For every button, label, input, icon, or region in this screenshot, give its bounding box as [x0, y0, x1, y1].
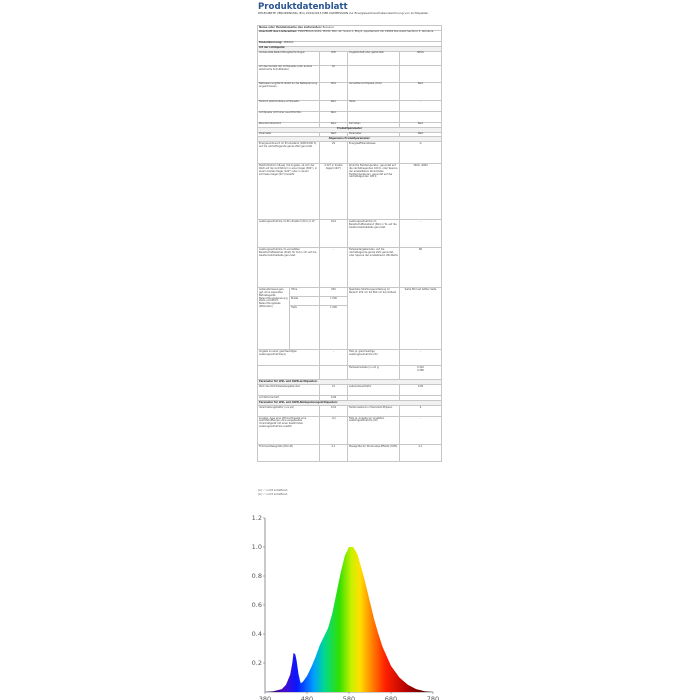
- dimension-label: Tiefe: [290, 306, 320, 350]
- row-value: 29,0: [320, 220, 348, 248]
- row-label: Spektrale Strahlungsverteilung im Bereich 250 nm bis 800 nm bei Volllast: [348, 288, 400, 350]
- row-label: Blendschutzschild:: [258, 122, 320, 127]
- row-label: Angabe zu einer gleichwertigen Leistungsaufnahme(a): [258, 350, 320, 366]
- row-value: 86: [400, 248, 442, 288]
- table-row: [258, 142, 442, 164]
- x-tick-label: 780: [426, 695, 440, 700]
- table-row: [258, 406, 442, 417]
- table-row: [258, 417, 442, 445]
- row-value: Nein: [400, 82, 442, 100]
- section-mains: Parameter für LED- und OLED-Netzspannungslichtquellen:: [258, 401, 442, 406]
- row-label: Flimmer-Messgröße (Pst LM): [258, 445, 320, 462]
- row-label: Leistungsaufnahme im vernetzten Bereitschaftsbetrieb (Pnet) für CLS in W, auf die zweite Dezimalstelle gerundet: [258, 248, 320, 288]
- row-label: Leistungsaufnahme im Ein-Zustand (Pon) in W: [258, 220, 320, 248]
- dimension-label: Breite: [290, 297, 320, 306]
- model-label: Modellkennung:: [259, 41, 283, 45]
- chromaticity-y: 0,380: [417, 368, 424, 372]
- row-value: 29: [320, 142, 348, 164]
- row-label: Angabe, dass eine LED-Lichtquelle eine Leuchtstofflampe ohne eingebautes Vorschaltgerät mit einer bestimmten Leistungsaufnahme ersetzt: [258, 417, 320, 445]
- col-header: Wert: [320, 132, 348, 137]
- row-label: Lebensdauerfaktor: [348, 385, 400, 396]
- row-value: 0,96: [320, 396, 348, 401]
- y-tick-label: 0.6: [251, 601, 262, 610]
- y-tick-label: 0.4: [251, 630, 262, 639]
- regulation-note: DELEGIERTE VERORDNUNG (EU) 2019/2015 DER KOMMISSION zur Energieverbrauchskennzeichnung von Lichtquellen: [258, 11, 429, 15]
- datasheet-table: [257, 25, 442, 462]
- row-value: Nein: [320, 122, 348, 127]
- row-label: Nutzlichtstrom (Φuse) mit Angabe, ob sich der Wert auf den Lichtstrom in einer Kugel (360°), in einem breiten Kegel (120°) oder in einem schmalen Kegel (90°) bezieht: [258, 164, 320, 220]
- table-row: [258, 220, 442, 248]
- row-value: 0,1: [400, 445, 442, 462]
- row-value: -: [320, 248, 348, 288]
- table-row: [258, 350, 442, 366]
- address-row: [258, 30, 442, 41]
- section-type: Art der Lichtquelle:: [258, 46, 442, 51]
- dimension-value: 600: [320, 288, 348, 297]
- section-general: Allgemeine Produktparameter:: [258, 137, 442, 142]
- row-value: 0,1: [320, 445, 348, 462]
- col-header: Wert: [400, 132, 442, 137]
- supplier-name: Boxsinal: [322, 25, 334, 29]
- y-tick-label: 0.8: [251, 572, 262, 581]
- row-value: -: [400, 417, 442, 445]
- x-tick-label: 380: [258, 695, 272, 700]
- table-row: [258, 51, 442, 65]
- row-label: Farblich abstimmbare Lichtquelle:: [258, 100, 320, 111]
- row-label: Falls ja, gleichwertige Leistungsaufnahme (W): [348, 350, 400, 366]
- row-label: Verwendete Beleuchtungstechnologie:: [258, 51, 320, 65]
- footnote-b: (b) '-': nicht zutreffend.: [258, 493, 288, 496]
- row-label: Vernetzte Lichtquelle (CLS):: [348, 82, 400, 100]
- row-value: -: [400, 220, 442, 248]
- row-label: Lichtquelle mit hoher Leuchtdichte:: [258, 111, 320, 122]
- table-row: [258, 445, 442, 462]
- chromaticity-x: 0,316: [417, 365, 424, 369]
- row-value: -: [320, 350, 348, 366]
- x-tick-label: 580: [342, 695, 356, 700]
- row-value: Nein: [320, 100, 348, 111]
- row-value: Nein: [320, 111, 348, 122]
- spectrum-area: [265, 547, 433, 692]
- y-tick-label: 0.2: [251, 659, 262, 668]
- dimension-label: Höhe: [290, 288, 320, 297]
- row-value: Nein: [400, 122, 442, 127]
- row-label: Falls ja, Angabe zur ersetzten Leistungsaufnahme (W): [348, 417, 400, 445]
- table-row: [258, 82, 442, 100]
- spectrum-chart: [253, 508, 443, 698]
- page-title: Produktdatenblatt: [258, 2, 348, 12]
- row-value: 0,10: [320, 406, 348, 417]
- row-value: 0,90: [400, 385, 442, 396]
- row-value: 3000...6900: [400, 164, 442, 220]
- table-row: [258, 366, 442, 380]
- col-header: Parameter: [348, 132, 400, 137]
- footnotes: [258, 489, 288, 497]
- row-value: 10: [320, 385, 348, 396]
- table-row: [258, 100, 442, 111]
- y-tick-label: 1.2: [251, 514, 262, 523]
- row-label: Leistungsaufnahme im Bereitschaftszustand (Psb) in W, auf die zweite Dezimalstelle gerundet: [348, 220, 400, 248]
- table-row: [258, 111, 442, 122]
- row-value: AC: [320, 65, 348, 82]
- row-label: Farbwiedergabeindex, auf die nächstliegende ganze Zahl gerundet, oder Spanne der einstellbaren CRI-Werte: [348, 248, 400, 288]
- row-label: Wert des R9-Farbwiedergabeindex: [258, 385, 320, 396]
- x-tick-label: 480: [300, 695, 314, 700]
- table-row: [258, 385, 442, 396]
- row-value: 4 227 in breiter Kegel (120°): [320, 164, 348, 220]
- row-label: Verschiebungsfaktor (cos φ1): [258, 406, 320, 417]
- row-value: -: [400, 100, 442, 111]
- row-label: Dimmbar:: [348, 122, 400, 127]
- table-row: [258, 164, 442, 220]
- row-value: Siehe Bild auf letzter Seite: [400, 288, 442, 350]
- row-value: G: [400, 142, 442, 164]
- y-tick-label: 1.0: [251, 543, 262, 552]
- row-value: NDLS: [400, 51, 442, 65]
- dimension-value: 1 000: [320, 297, 348, 306]
- row-label: Messgröße für Stroboskop-Effekte (SVM): [348, 445, 400, 462]
- row-value: MLS: [320, 82, 348, 100]
- row-label: Farbkonsistenz in MacAdam-Ellipsen: [348, 406, 400, 417]
- row-label: Farbwertanteile (x und y): [348, 366, 400, 380]
- row-value: -(b): [320, 417, 348, 445]
- section-led: Parameter für LED- und OLED-Lichtquellen:: [258, 380, 442, 385]
- row-label: Ungebündelt oder gebündelt:: [348, 51, 400, 65]
- table-row: [258, 65, 442, 82]
- dimension-row: [258, 288, 442, 297]
- row-label: Art des Sockels der Lichtquelle (oder andere elektrische Schnittstelle): [258, 65, 320, 82]
- row-value: -: [400, 350, 442, 366]
- col-header: Parameter: [258, 132, 320, 137]
- model-value: 1B02AC: [283, 41, 294, 45]
- row-label: Energieeffizienzklasse: [348, 142, 400, 164]
- row-label: Außenabmessungen, ggf. ohne separates Betriebsgerät, Beleuchtungssteuerungsteile und Nicht-Beleuchtungsteile (Millimeter): [258, 288, 290, 350]
- row-label: Lichtstromerhalt: [258, 396, 320, 401]
- table-row: [258, 248, 442, 288]
- supplier-label: Name oder Handelsmarke des Lieferanten:: [259, 25, 322, 29]
- row-value: 6: [400, 406, 442, 417]
- x-tick-label: 680: [384, 695, 398, 700]
- row-value: LED: [320, 51, 348, 65]
- address-value: ENVIPEDIAS.SURL, Mitriti, Bloc 42, Scara 1, Etaj 6, Apartament 29, 22802 Bucuresti Sectorul 3, Romania: [298, 30, 434, 34]
- row-label: Energieverbrauch im Ein-Zustand (kWh/1000 h), auf die nächstfolgende ganze Zahl gerundet: [258, 142, 320, 164]
- row-label: ähnliche Farbtemperatur, gerundet auf die nächstliegenden 100 K, oder Spanne der einstellbaren ähnlichsten Farbtemperaturen, gerundet auf die nächstliegenden 100 K: [348, 164, 400, 220]
- footnote-a: (a) '-': nicht zutreffend;: [258, 489, 288, 492]
- row-label: Netzspannung/Nicht direkt an die Netzspannung angeschlossen:: [258, 82, 320, 100]
- dimension-value: 1 000: [320, 306, 348, 350]
- address-label: Anschrift des Lieferanten:: [259, 30, 298, 34]
- section-product: Produktparameter: [258, 127, 442, 132]
- row-label: Hülle:: [348, 100, 400, 111]
